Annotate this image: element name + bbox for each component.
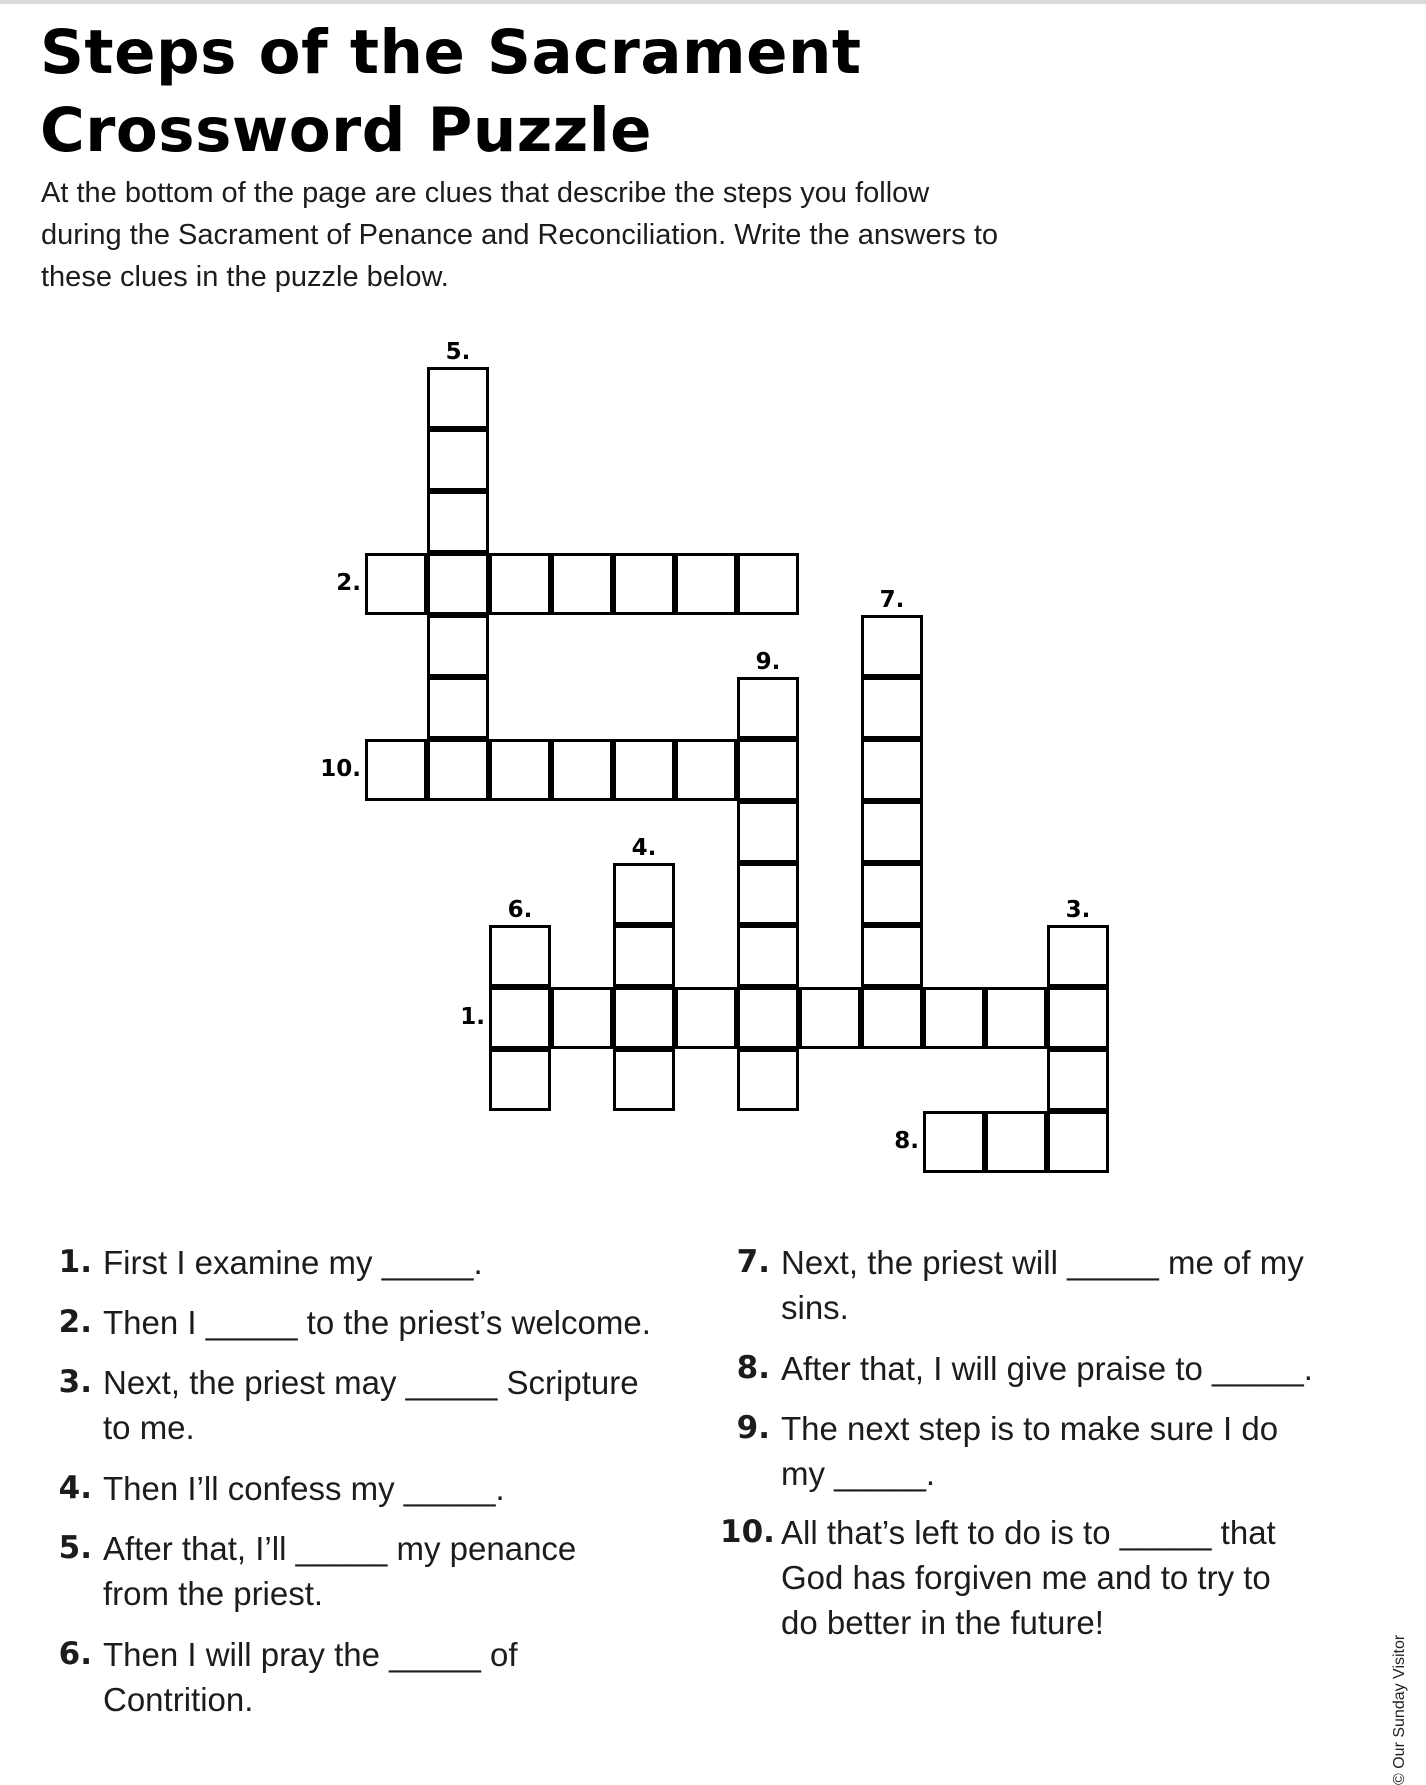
clue-text-line: Then I’ll confess my _____.	[103, 1470, 505, 1507]
clue-item	[720, 1406, 1370, 1496]
clue-number: 7.	[736, 1244, 770, 1280]
clue-item	[42, 1526, 682, 1616]
crossword-cell[interactable]	[1047, 1049, 1109, 1111]
clue-text-line: First I examine my _____.	[103, 1244, 483, 1281]
crossword-cell[interactable]	[675, 739, 737, 801]
crossword-cell[interactable]	[427, 429, 489, 491]
crossword-cell[interactable]	[799, 987, 861, 1049]
crossword-cell[interactable]	[427, 615, 489, 677]
clue-number: 10.	[720, 1514, 775, 1550]
crossword-cell[interactable]	[489, 987, 551, 1049]
crossword-cell[interactable]	[613, 987, 675, 1049]
clue-number-label: 3.	[1065, 897, 1091, 923]
crossword-cell[interactable]	[861, 615, 923, 677]
clue-number-label: 2.	[336, 570, 361, 596]
instructions-line-2: during the Sacrament of Penance and Reconciliation. Write the answers to	[41, 219, 998, 251]
copyright-text: © Our Sunday Visitor	[1391, 1634, 1408, 1785]
clue-text-line: After that, I will give praise to _____.	[781, 1350, 1313, 1387]
clue-text-line: my _____.	[781, 1455, 936, 1492]
crossword-cell[interactable]	[985, 1111, 1047, 1173]
clue-text-line: from the priest.	[103, 1575, 324, 1612]
crossword-cell[interactable]	[923, 1111, 985, 1173]
crossword-cell[interactable]	[427, 553, 489, 615]
crossword-cell[interactable]	[737, 739, 799, 801]
clue-text-line: All that’s left to do is to _____ that	[781, 1514, 1276, 1551]
crossword-cell[interactable]	[985, 987, 1047, 1049]
clue-number-label: 5.	[445, 339, 471, 365]
clue-text-line: Then I will pray the _____ of	[103, 1636, 518, 1673]
crossword-cell[interactable]	[675, 553, 737, 615]
clue-number-label: 1.	[460, 1004, 485, 1030]
crossword-cell[interactable]	[1047, 987, 1109, 1049]
crossword-cell[interactable]	[737, 1049, 799, 1111]
crossword-cell[interactable]	[489, 925, 551, 987]
clue-number-label: 10.	[320, 756, 361, 782]
crossword-cell[interactable]	[737, 801, 799, 863]
clue-number: 4.	[58, 1470, 92, 1506]
title-line-2: Crossword Puzzle	[40, 95, 653, 166]
crossword-cell[interactable]	[861, 739, 923, 801]
crossword-cell[interactable]	[427, 367, 489, 429]
instructions-line-3: these clues in the puzzle below.	[41, 261, 449, 293]
clue-item	[42, 1300, 682, 1345]
clue-text-line: Next, the priest will _____ me of my	[781, 1244, 1304, 1281]
crossword-cell[interactable]	[427, 739, 489, 801]
crossword-cell[interactable]	[551, 553, 613, 615]
crossword-cell[interactable]	[1047, 925, 1109, 987]
crossword-cell[interactable]	[861, 863, 923, 925]
clue-number-label: 6.	[507, 897, 533, 923]
crossword-cell[interactable]	[861, 987, 923, 1049]
page-title	[40, 14, 862, 170]
clue-text-line: to me.	[103, 1409, 195, 1446]
clue-number: 1.	[58, 1244, 92, 1280]
crossword-cell[interactable]	[861, 925, 923, 987]
clue-text-line: Contrition.	[103, 1681, 254, 1718]
clue-item	[42, 1632, 682, 1722]
clue-item	[42, 1466, 682, 1511]
crossword-cell[interactable]	[489, 739, 551, 801]
crossword-cell[interactable]	[675, 987, 737, 1049]
title-line-1: Steps of the Sacrament	[40, 17, 862, 88]
clue-number-label: 7.	[879, 587, 905, 613]
top-rule	[0, 0, 1426, 4]
clue-number: 3.	[58, 1364, 92, 1400]
clue-number: 5.	[58, 1530, 92, 1566]
crossword-cell[interactable]	[551, 739, 613, 801]
crossword-cell[interactable]	[489, 553, 551, 615]
copyright-notice	[1391, 1575, 1415, 1785]
clue-number-label: 8.	[894, 1128, 919, 1154]
crossword-cell[interactable]	[613, 1049, 675, 1111]
clue-number: 8.	[736, 1350, 770, 1386]
clue-number-label: 9.	[755, 649, 781, 675]
crossword-cell[interactable]	[613, 553, 675, 615]
instructions-line-1: At the bottom of the page are clues that describe the steps you follow	[41, 177, 930, 209]
crossword-cell[interactable]	[489, 1049, 551, 1111]
crossword-cell[interactable]	[1047, 1111, 1109, 1173]
crossword-cell[interactable]	[737, 677, 799, 739]
crossword-cell[interactable]	[737, 987, 799, 1049]
crossword-cell[interactable]	[737, 553, 799, 615]
clue-number: 9.	[736, 1410, 770, 1446]
clue-item	[720, 1510, 1370, 1645]
clue-text-line: The next step is to make sure I do	[781, 1410, 1279, 1447]
clue-item	[720, 1346, 1370, 1391]
crossword-cell[interactable]	[923, 987, 985, 1049]
clue-text-line: After that, I’ll _____ my penance	[103, 1530, 577, 1567]
crossword-cell[interactable]	[365, 553, 427, 615]
clue-number-label: 4.	[631, 835, 657, 861]
crossword-cell[interactable]	[427, 677, 489, 739]
crossword-cell[interactable]	[737, 925, 799, 987]
crossword-cell[interactable]	[861, 677, 923, 739]
clue-text-line: sins.	[781, 1289, 849, 1326]
crossword-cell[interactable]	[551, 987, 613, 1049]
crossword-cell[interactable]	[737, 863, 799, 925]
instructions	[41, 172, 1061, 298]
crossword-cell[interactable]	[613, 739, 675, 801]
clue-text-line: do better in the future!	[781, 1604, 1104, 1641]
crossword-cell[interactable]	[365, 739, 427, 801]
clue-item	[42, 1360, 682, 1450]
clue-number: 6.	[58, 1636, 92, 1672]
clue-text-line: Next, the priest may _____ Scripture	[103, 1364, 639, 1401]
crossword-cell[interactable]	[427, 491, 489, 553]
clue-text-line: Then I _____ to the priest’s welcome.	[103, 1304, 651, 1341]
clue-item	[42, 1240, 682, 1285]
clue-item	[720, 1240, 1370, 1330]
crossword-cell[interactable]	[613, 925, 675, 987]
crossword-cell[interactable]	[861, 801, 923, 863]
clue-text-line: God has forgiven me and to try to	[781, 1559, 1271, 1596]
crossword-cell[interactable]	[613, 863, 675, 925]
clue-number: 2.	[58, 1304, 92, 1340]
